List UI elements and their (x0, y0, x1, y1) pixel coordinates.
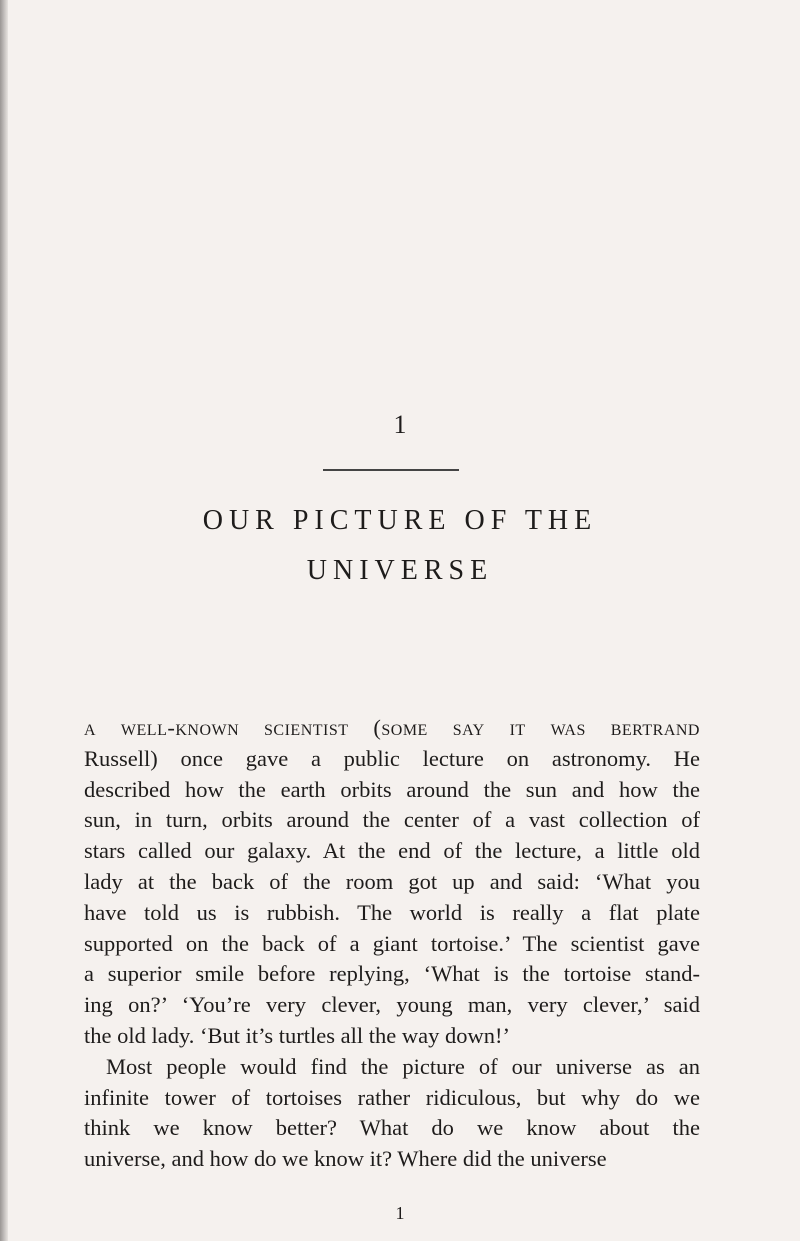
text-line: Russell) once gave a public lecture on astronomy. He (84, 745, 700, 771)
text-line: stars called our galaxy. At the end of the lecture, a little old (84, 838, 700, 864)
chapter-number: 1 (393, 410, 407, 439)
chapter-title-line-1: OUR PICTURE OF THE (202, 505, 598, 536)
text-line: lady at the back of the room got up and said: ‘What you (84, 868, 700, 894)
text-line: supported on the back of a giant tortoise.’ The scientist gave (84, 930, 700, 956)
text-line: Most people would find the picture of our universe as an (106, 1053, 700, 1079)
chapter-title-line-2: UNIVERSE (306, 555, 494, 586)
text-line: the old lady. ‘But it’s turtles all the way down!’ (84, 1022, 510, 1048)
text-line: infinite tower of tortoises rather ridiculous, but why do we (84, 1084, 700, 1110)
text-line: ing on?’ ‘You’re very clever, young man, very clever,’ said (84, 992, 700, 1018)
text-line: described how the earth orbits around the sun and how the (84, 776, 700, 802)
page-edge-shadow (0, 0, 8, 1241)
text-line: universe, and how do we know it? Where did the universe (84, 1146, 607, 1172)
body-text (84, 713, 700, 1175)
text-line: think we know better? What do we know about the (84, 1115, 700, 1141)
page-number: 1 (395, 1203, 405, 1223)
text-line: sun, in turn, orbits around the center of a vast collection of (84, 807, 700, 833)
text-line: a well-known scientist (some say it was bertrand (84, 715, 700, 740)
text-line: a superior smile before replying, ‘What is the tortoise stand- (84, 961, 700, 987)
chapter-rule (323, 469, 459, 471)
text-line: have told us is rubbish. The world is really a flat plate (84, 899, 700, 925)
